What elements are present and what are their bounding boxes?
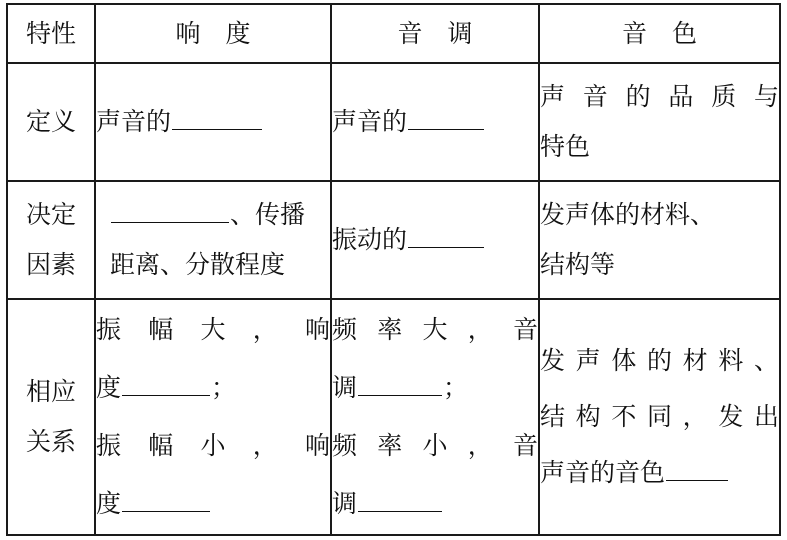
factors-timbre-cell [539,181,780,299]
header-row [7,4,780,63]
relation-loudness-line-4: 度 [96,489,122,518]
definition-pitch-cell [331,63,539,181]
factors-pitch-cell [331,181,539,299]
answer-blank[interactable] [172,105,262,130]
definition-loudness-cell [95,63,331,181]
definition-pitch-text: 声音的 [332,107,408,136]
relation-pitch-line-4: 调 [332,489,358,518]
factors-loudness-line-2: 距离、分散程度 [110,250,286,279]
answer-blank[interactable] [358,371,442,396]
relation-timbre-line-2: 结构不同，发出 [540,402,779,431]
relation-row [7,299,780,535]
relation-timbre-cell [539,299,780,535]
answer-blank[interactable] [122,487,210,512]
answer-blank[interactable] [122,371,210,396]
relation-loudness-line-2-end: ； [211,373,237,402]
factors-loudness-line-1: 、传播 [230,200,306,229]
relation-label-line-2: 关系 [25,427,76,456]
definition-loudness-text: 声音的 [96,107,172,136]
factors-label-line-1: 决定 [25,200,76,229]
relation-pitch-cell [331,299,539,535]
definition-timbre-line-1: 声音的品质与 [540,82,779,111]
relation-loudness-line-1: 振幅大，响 [96,315,330,344]
header-property: 特性 [7,4,95,63]
relation-pitch-line-2: 调 [332,373,358,402]
factors-timbre-line-2: 结构等 [540,250,616,279]
factors-row [7,181,780,299]
relation-label-cell [7,299,95,535]
definition-timbre-cell [539,63,780,181]
answer-blank[interactable] [111,198,229,223]
relation-label-line-1: 相应 [25,377,76,406]
answer-blank[interactable] [358,487,442,512]
header-loudness: 响 度 [95,4,331,63]
relation-pitch-line-3: 频率小，音 [332,431,538,460]
relation-timbre-line-3: 声音的音色 [540,458,666,487]
relation-loudness-cell [95,299,331,535]
relation-timbre-line-1: 发声体的材料、 [540,346,779,375]
relation-pitch-line-1: 频率大，音 [332,315,538,344]
header-pitch: 音 调 [331,4,539,63]
answer-blank[interactable] [408,105,484,130]
sound-properties-table [6,3,781,536]
relation-pitch-line-2-end: ； [443,373,469,402]
relation-loudness-line-3: 振幅小，响 [96,431,330,460]
factors-label-cell [7,181,95,299]
factors-loudness-cell [95,181,331,299]
definition-row [7,63,780,181]
header-timbre: 音 色 [539,4,780,63]
factors-timbre-line-1: 发声体的材料、 [540,200,716,229]
factors-pitch-text: 振动的 [332,225,408,254]
definition-timbre-line-2: 特色 [540,132,591,161]
answer-blank[interactable] [408,223,484,248]
definition-label: 定义 [7,63,95,181]
relation-loudness-line-2: 度 [96,373,122,402]
factors-label-line-2: 因素 [25,250,76,279]
answer-blank[interactable] [666,456,728,481]
